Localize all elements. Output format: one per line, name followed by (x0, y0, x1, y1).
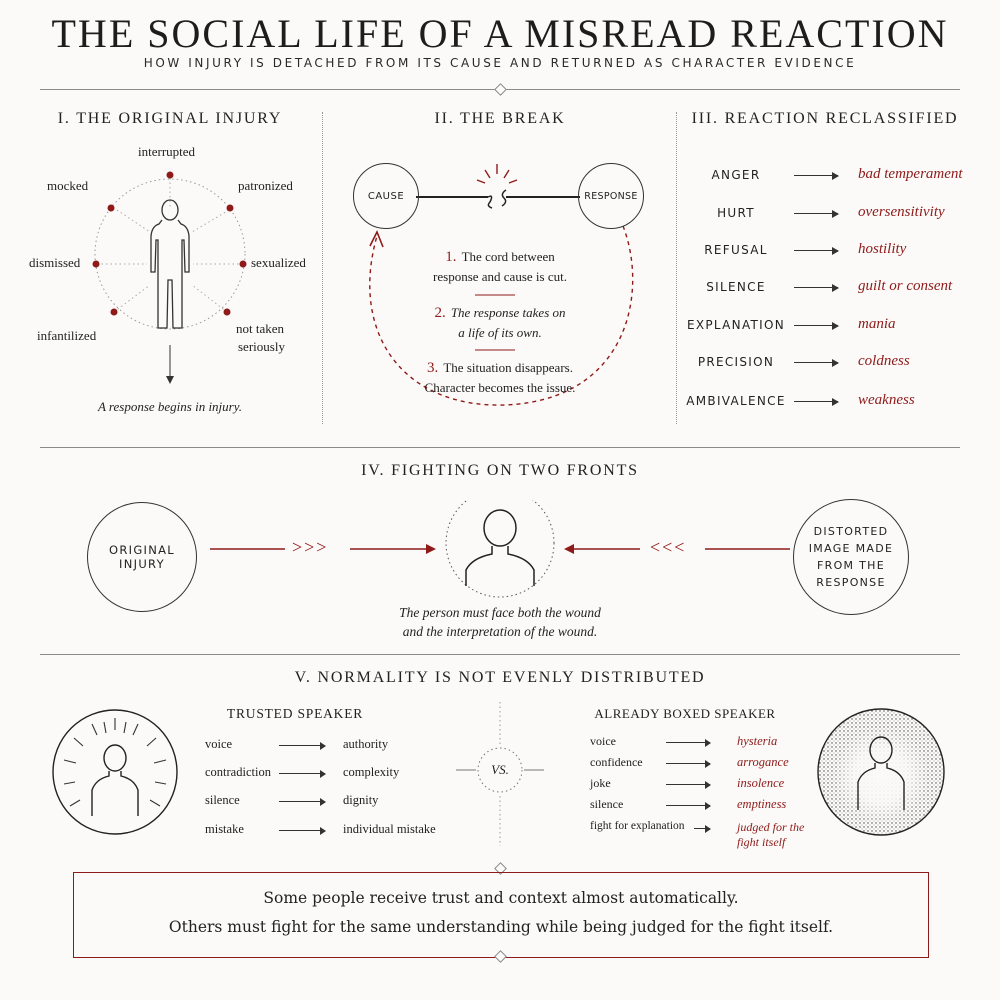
break-spark-icon (477, 164, 517, 183)
person-bust-icon (92, 745, 138, 816)
label-patronized: patronized (238, 178, 293, 193)
section-4-caption-1: The person must face both the wound (399, 605, 601, 620)
injury-point-mocked (108, 205, 115, 212)
reclass-from: ANGER (711, 168, 761, 182)
trusted-row (205, 737, 445, 755)
response-node: RESPONSE (578, 163, 644, 229)
arrow-right-icon (794, 175, 838, 176)
original-injury-line-1: ORIGINAL (108, 543, 175, 557)
original-injury-node (87, 502, 197, 612)
break-step-1 (390, 246, 610, 285)
arrow-right-icon (794, 401, 838, 402)
label-not-taken: not taken (236, 321, 285, 336)
arrow-right-icon (279, 801, 325, 802)
divider-diamond-icon (494, 83, 507, 96)
trusted-from: contradiction (205, 765, 271, 779)
label-dismissed: dismissed (29, 255, 81, 270)
trusted-to: dignity (343, 793, 379, 807)
reclass-from: PRECISION (697, 355, 775, 369)
arrow-right-icon (279, 830, 325, 831)
arrow-right-icon (794, 213, 838, 214)
section-3-heading: III. REACTION RECLASSIFIED (691, 110, 959, 127)
step-3-number: 3. (427, 360, 439, 376)
trusted-from: mistake (205, 822, 244, 836)
label-infantilized: infantilized (37, 328, 97, 343)
boxed-to: arrogance (737, 755, 789, 769)
person-figure-icon (151, 200, 189, 328)
conclusion-line-1: Some people receive trust and context almost automatically. (263, 889, 739, 907)
label-sexualized: sexualized (251, 255, 306, 270)
boxed-from: voice (590, 734, 616, 748)
trusted-speaker-portrait (50, 706, 180, 836)
reclass-row (680, 241, 980, 261)
arrow-right-icon (666, 805, 710, 806)
step-1-line-2: response and cause is cut. (433, 269, 567, 284)
injury-point-sexualized (240, 261, 247, 268)
section-5-heading: V. NORMALITY IS NOT EVENLY DISTRIBUTED (294, 669, 706, 686)
boxed-row (590, 776, 830, 794)
boxed-from: fight for explanation (590, 820, 685, 832)
arrow-right-icon (794, 287, 838, 288)
page-subtitle: HOW INJURY IS DETACHED FROM ITS CAUSE AND RETURNED AS CHARACTER EVIDENCE (143, 56, 857, 70)
arrow-right-icon (666, 763, 710, 764)
step-2-number: 2. (434, 305, 446, 321)
label-mocked: mocked (47, 178, 89, 193)
injury-point-dismissed (93, 261, 100, 268)
step-1-number: 1. (445, 249, 457, 265)
reclass-from: EXPLANATION (686, 318, 786, 332)
boxed-row (590, 755, 830, 773)
reclass-row (680, 278, 980, 298)
trusted-from: silence (205, 793, 240, 807)
trusted-to: complexity (343, 765, 400, 779)
arrow-right-icon (279, 773, 325, 774)
column-divider-2 (676, 112, 677, 424)
section-divider-2 (40, 447, 960, 448)
injury-point-not-taken-seriously (224, 309, 231, 316)
cause-node: CAUSE (353, 163, 419, 229)
section-2-heading: II. THE BREAK (434, 110, 566, 127)
boxed-row (590, 797, 830, 815)
person-bust-icon (466, 510, 534, 586)
reclass-to: bad temperament (858, 166, 963, 182)
step-3-line-1: The situation disappears. (443, 360, 573, 375)
reclass-row (680, 353, 980, 373)
conclusion-line-2: Others must fight for the same understanding while being judged for the fight itself. (168, 918, 834, 936)
step-2-line-1: The response takes on (450, 305, 566, 320)
reclass-from: REFUSAL (704, 243, 768, 257)
break-step-3 (390, 357, 610, 396)
versus-label: VS. (491, 762, 509, 777)
boxed-from: joke (590, 776, 611, 790)
break-step-2 (390, 302, 610, 341)
injury-point-patronized (227, 205, 234, 212)
trusted-row (205, 765, 445, 783)
step-3-line-2: Character becomes the issue. (424, 380, 576, 395)
boxed-from: confidence (590, 755, 643, 769)
section-divider-3 (40, 654, 960, 655)
section-4-heading: IV. FIGHTING ON TWO FRONTS (361, 462, 639, 479)
arrow-right-icon (279, 745, 325, 746)
boxed-speaker-portrait (815, 706, 947, 838)
injury-points (93, 172, 247, 316)
boxed-to: insolence (737, 776, 785, 790)
arrow-right-icon (794, 362, 838, 363)
chevrons-right-icon: >>> (292, 537, 329, 557)
page-title: THE SOCIAL LIFE OF A MISREAD REACTION (51, 11, 949, 56)
radiance-icon (64, 718, 166, 806)
distorted-line-1: DISTORTED (813, 524, 889, 538)
reclass-to: guilt or consent (858, 278, 953, 294)
section-4-caption-2: and the interpretation of the wound. (402, 624, 598, 639)
reclass-row (680, 316, 980, 336)
reclass-from: AMBIVALENCE (686, 394, 786, 408)
trusted-to: individual mistake (343, 822, 436, 836)
reclass-to: weakness (858, 392, 915, 408)
section-1-caption: A response begins in injury. (97, 399, 243, 414)
arrow-right-icon (794, 250, 838, 251)
boxed-row (590, 820, 830, 838)
label-seriously: seriously (238, 339, 285, 354)
boxed-to: hysteria (737, 734, 778, 748)
trusted-row (205, 793, 445, 811)
arrow-right-icon (694, 828, 710, 829)
boxed-row (590, 734, 830, 752)
reclass-from: HURT (717, 206, 755, 220)
boxed-to: judged for the (737, 820, 805, 834)
reclass-to: coldness (858, 353, 910, 369)
boxed-to-continued: fight itself (737, 835, 786, 849)
boxed-from: silence (590, 797, 624, 811)
conclusion-box (73, 872, 929, 958)
reclass-row (680, 166, 980, 186)
reclass-to: hostility (858, 241, 907, 257)
reclass-to: mania (858, 316, 896, 332)
arrow-right-icon (794, 325, 838, 326)
step-2-line-2: a life of its own. (458, 325, 542, 340)
distorted-line-2: IMAGE MADE (808, 541, 894, 555)
column-divider-1 (322, 112, 323, 424)
chevrons-left-icon: <<< (650, 537, 687, 557)
reclass-from: SILENCE (706, 280, 766, 294)
boxed-to: emptiness (737, 797, 787, 811)
two-fronts-diagram (200, 500, 800, 600)
trusted-row (205, 822, 445, 840)
distorted-line-4: RESPONSE (816, 576, 886, 590)
distorted-image-node (793, 499, 909, 615)
trusted-from: voice (205, 737, 233, 751)
label-interrupted: interrupted (138, 144, 196, 159)
arrow-right-icon (666, 742, 710, 743)
reclass-to: oversensitivity (858, 204, 945, 220)
distorted-line-3: FROM THE (817, 559, 885, 572)
original-injury-line-2: INJURY (119, 557, 165, 571)
arrow-right-icon (666, 784, 710, 785)
injury-point-infantilized (111, 309, 118, 316)
section-1-heading: I. THE ORIGINAL INJURY (57, 110, 283, 127)
boxed-speaker-title: ALREADY BOXED SPEAKER (594, 706, 776, 721)
injury-point-interrupted (167, 172, 174, 179)
reclass-row (680, 392, 980, 412)
trusted-speaker-title: TRUSTED SPEAKER (226, 706, 364, 721)
reclass-row (680, 204, 980, 224)
step-1-line-1: The cord between (461, 249, 555, 264)
trusted-to: authority (343, 737, 389, 751)
